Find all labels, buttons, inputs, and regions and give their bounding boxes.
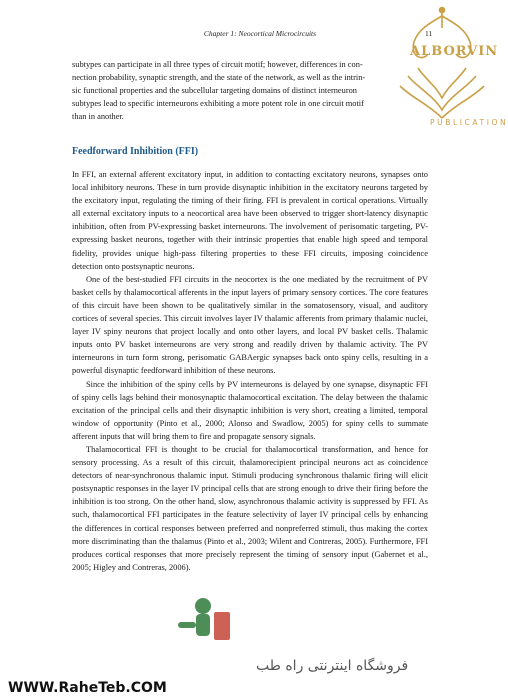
section-heading: Feedforward Inhibition (FFI)	[72, 146, 199, 157]
paragraph: One of the best-studied FFI circuits in the neocortex is the one mediated by the recruitment of PV basket cells by thalamocortical afferents in the input layers of primary sensory cortices. The core features of this circuit have been shown to be qualitatively similar in the somatosensory, visual, and auditory cortices of several species. This circuit involves layer IV thalamic afferents from primary thalamic nuclei, layer IV spiny neurons that project locally and onto other layers, and local PV basket cells. Thalamic inputs onto PV basket interneurons are very strong and readily driven by thalamic activity. The PV interneurons in turn form strong, perisomatic GABAergic synapses back onto spiny cells, resulting in a powerful disynaptic feedforward inhibition of these neurons.	[72, 274, 428, 376]
running-header: Chapter 1: Neocortical Microcircuits	[203, 29, 317, 38]
section-body	[72, 168, 428, 574]
intro-paragraph	[72, 58, 428, 123]
page-number: 11	[425, 29, 433, 38]
intro-line: than in another.	[72, 112, 124, 122]
paragraph: In FFI, an external afferent excitatory input, in addition to contacting excitatory neurons, synapses onto local inhibitory neurons. These in turn provide disynaptic inhibition in the excitatory neurons targeted by the excitatory input, regulating the timing of their firing. FFI is prevalent in cortical operations. Virtually all external excitatory inputs to a neocortical area have been observed to trigger short-latency disynaptic inhibition, often from PV-expressing basket interneurons. The involvement of perisomatic targeting, PV-expressing basket neurons, together with their intrinsic properties that enable high speed and temporal fidelity, provides unique high-pass filtering properties to these FFI circuits, imposing coincidence detection onto postsynaptic neurons.	[72, 170, 428, 271]
watermark-figure-icon	[168, 592, 238, 652]
logo-subtitle: PUBLICATION	[430, 118, 508, 127]
intro-line: subtypes can participate in all three types of circuit motif; however, differences in con-	[72, 60, 363, 69]
watermark-persian-text: فروشگاه اینترنتی راه طب	[256, 658, 409, 674]
intro-line: nection probability, synaptic strength, and the state of the network, as well as the intrin-	[72, 73, 366, 83]
intro-line: subtypes lead to specific interneurons exhibiting a more potent role in one circuit motif	[72, 99, 364, 109]
logo-wordmark: ALBORVIN	[410, 44, 499, 59]
intro-line: sic functional properties and the subcellular targeting domains of distinct interneuron	[72, 86, 357, 96]
watermark-url[interactable]: WWW.RaheTeb.COM	[8, 680, 167, 696]
paragraph: Since the inhibition of the spiny cells by PV interneurons is delayed by one synapse, disynaptic FFI of spiny cells lags behind their monosynaptic thalamocortical excitation. The delay between the thalamic excitation of the principal cells and their disynaptic inhibition is very short, creating a limited, temporal window of opportunity (Pinto et al., 2000; Alonso and Swadlow, 2005) for spiny cells to summate afferent inputs that will bring them to fire and propagate sensory signals.	[72, 379, 428, 441]
paragraph: Thalamocortical FFI is thought to be crucial for thalamocortical transformation, and hence for sensory processing. As a result of this circuit, thalamorecipient principal neurons act as coincidence detectors of near-synchronous thalamic input. Stimuli producing synchronous thalamic firing will elicit postsynaptic responses in the layer IV principal cells that are strong enough to drive their firing before the inhibition is too strong. On the other hand, slow, asynchronous thalamic activity is suppressed by FFI. As such, thalamocortical FFI participates in the feature selectivity of layer IV principal cells by enhancing the differences in cortical responses between preferred and nonpreferred stimuli, thus making the cortex more discriminating than the thalamus (Pinto et al., 2003; Wilent and Contreras, 2005). Furthermore, FFI produces cortical responses that more precisely represent the timing of sensory input (Gabernet et al., 2005; Higley and Contreras, 2006).	[72, 444, 428, 572]
